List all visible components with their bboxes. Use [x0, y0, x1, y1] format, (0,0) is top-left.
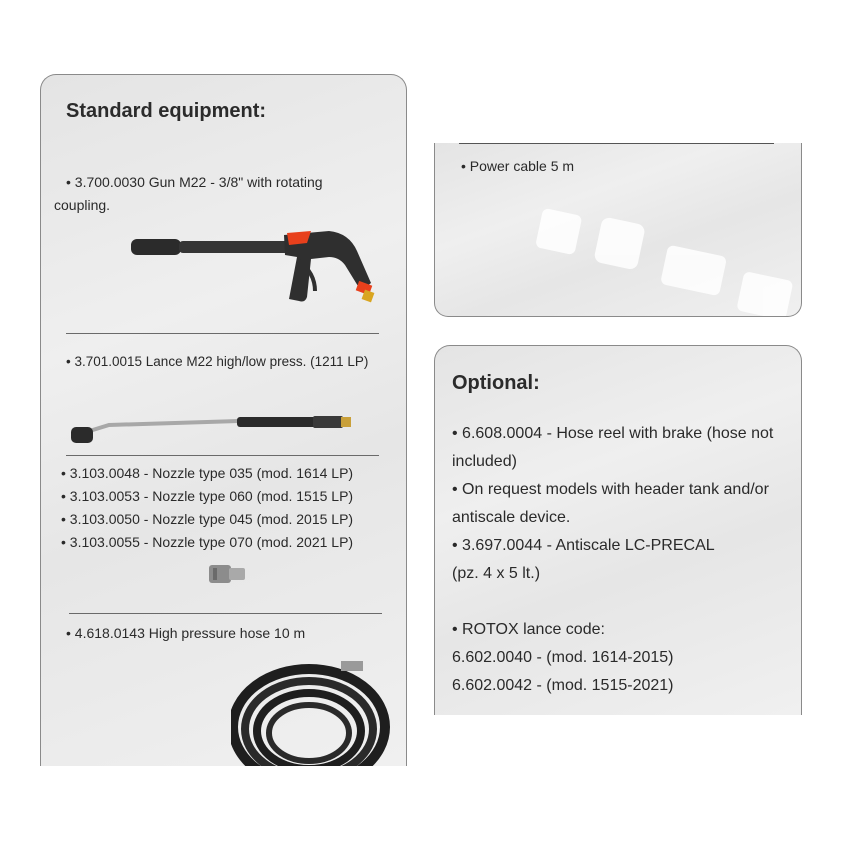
optional-panel — [434, 345, 802, 715]
optional-line-3: • On request models with header tank and/or — [452, 481, 769, 498]
nozzle-item-3: • 3.103.0050 - Nozzle type 045 (mod. 2015 LP) — [61, 511, 354, 527]
lance-image — [69, 413, 354, 453]
standard-equipment-title: Standard equipment: — [66, 100, 267, 122]
standard-equipment-panel — [40, 74, 407, 766]
optional-line-2: included) — [452, 453, 517, 470]
divider — [66, 455, 379, 456]
divider — [66, 333, 379, 334]
background-decoration — [515, 203, 802, 317]
power-cable-item: • Power cable 5 m — [461, 158, 575, 174]
optional-line-9: 6.602.0040 - (mod. 1614-2015) — [452, 649, 674, 666]
hose-coil-image — [231, 657, 396, 766]
divider — [459, 143, 774, 144]
optional-line-4: antiscale device. — [452, 509, 571, 526]
nozzle-item-2: • 3.103.0053 - Nozzle type 060 (mod. 1515 LP) — [61, 488, 354, 504]
optional-line-10: 6.602.0042 - (mod. 1515-2021) — [452, 677, 674, 694]
nozzle-image — [207, 559, 249, 589]
optional-title: Optional: — [452, 372, 540, 394]
nozzle-item-1: • 3.103.0048 - Nozzle type 035 (mod. 1614 LP) — [61, 465, 354, 481]
optional-line-6: (pz. 4 x 5 lt.) — [452, 565, 541, 582]
gun-item-line1: • 3.700.0030 Gun M22 - 3/8" with rotating — [66, 174, 323, 190]
lance-item: • 3.701.0015 Lance M22 high/low press. (1211 LP) — [66, 354, 369, 369]
gun-item-line2: coupling. — [54, 197, 111, 213]
optional-line-8: • ROTOX lance code: — [452, 621, 605, 638]
spray-gun-image — [129, 221, 384, 311]
optional-line-1: • 6.608.0004 - Hose reel with brake (hose not — [452, 425, 774, 442]
nozzle-item-4: • 3.103.0055 - Nozzle type 070 (mod. 2021 LP) — [61, 534, 354, 550]
power-cable-panel — [434, 143, 802, 317]
optional-line-5: • 3.697.0044 - Antiscale LC-PRECAL — [452, 537, 715, 554]
divider — [69, 613, 382, 614]
hose-item: • 4.618.0143 High pressure hose 10 m — [66, 625, 306, 641]
